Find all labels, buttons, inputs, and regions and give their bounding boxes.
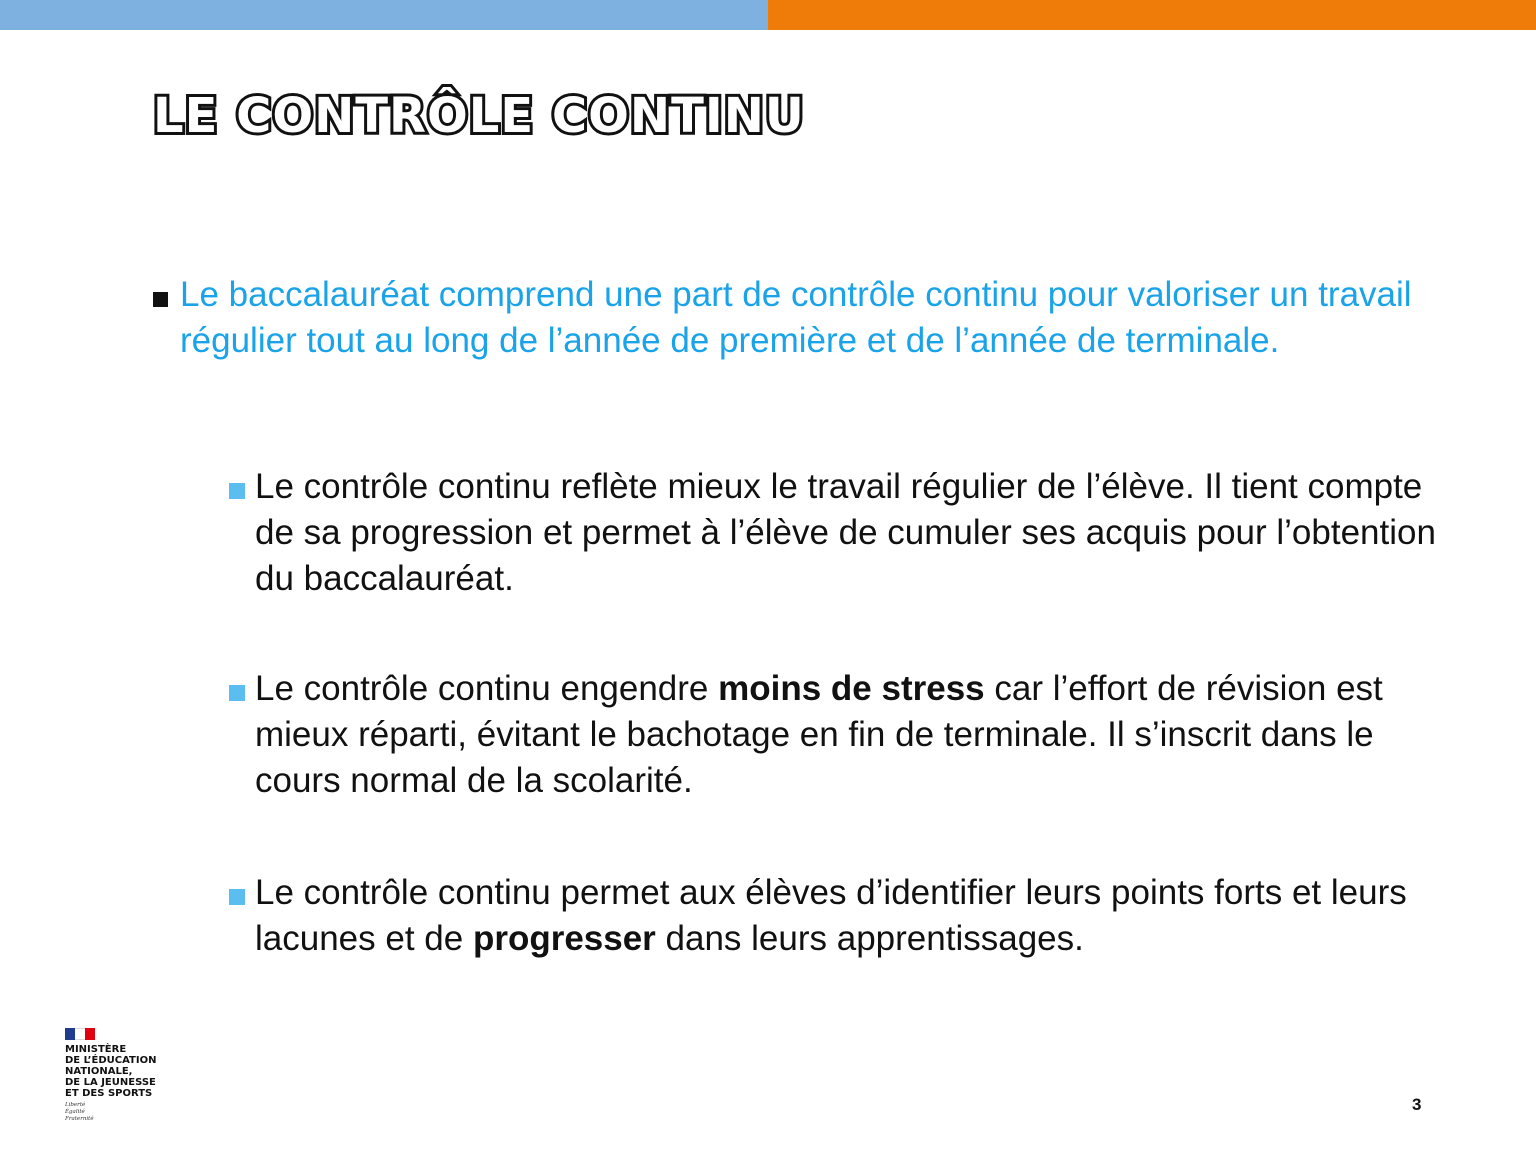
main-bullet-text: Le baccalauréat comprend une part de contrôle continu pour valoriser un travail régulier tout au long de l’année de première et de l’année de terminale. [180,275,1412,360]
sub-bullet-text-start: Le contrôle continu engendre [255,669,719,708]
ministry-name: MINISTÈRE DE L’ÉDUCATION NATIONALE, DE LA JEUNESSE ET DES SPORTS [65,1044,157,1099]
sub-bullet-text-start: Le contrôle continu permet aux élèves d’identifier leurs points forts et leurs lacunes et de [255,873,1407,958]
slide-title: LE CONTRÔLE CONTINU [153,88,805,144]
square-bullet-icon [229,685,245,701]
sub-bullet-text [255,666,1445,804]
sub-bullet-3 [229,870,1459,962]
square-bullet-icon [229,889,245,905]
main-bullet [153,272,1453,364]
sub-bullet-emphasis: moins de stress [718,669,985,708]
square-bullet-icon [153,292,168,307]
top-bar-right [768,0,1536,30]
republic-motto: Liberté Égalité Fraternité [65,1102,94,1122]
sub-bullet-1 [229,464,1459,602]
sub-bullet-text [255,870,1445,962]
sub-bullet-text-end: dans leurs apprentissages. [655,919,1084,958]
sub-bullet-text-end: car l’effort de révision est mieux réparti, évitant le bachotage en fin de terminale. Il s’inscrit dans le cours normal de la scolarité. [255,669,1383,800]
top-bar-left [0,0,768,30]
ministry-logo [65,1028,175,1128]
page-number: 3 [1412,1095,1422,1114]
sub-bullet-text: Le contrôle continu reflète mieux le travail régulier de l’élève. Il tient compte de sa progression et permet à l’élève de cumuler ses acquis pour l’obtention du baccalauréat. [255,467,1436,598]
french-flag-icon [65,1028,95,1040]
square-bullet-icon [229,483,245,499]
sub-bullet-2 [229,666,1459,804]
sub-bullet-emphasis: progresser [472,919,656,958]
